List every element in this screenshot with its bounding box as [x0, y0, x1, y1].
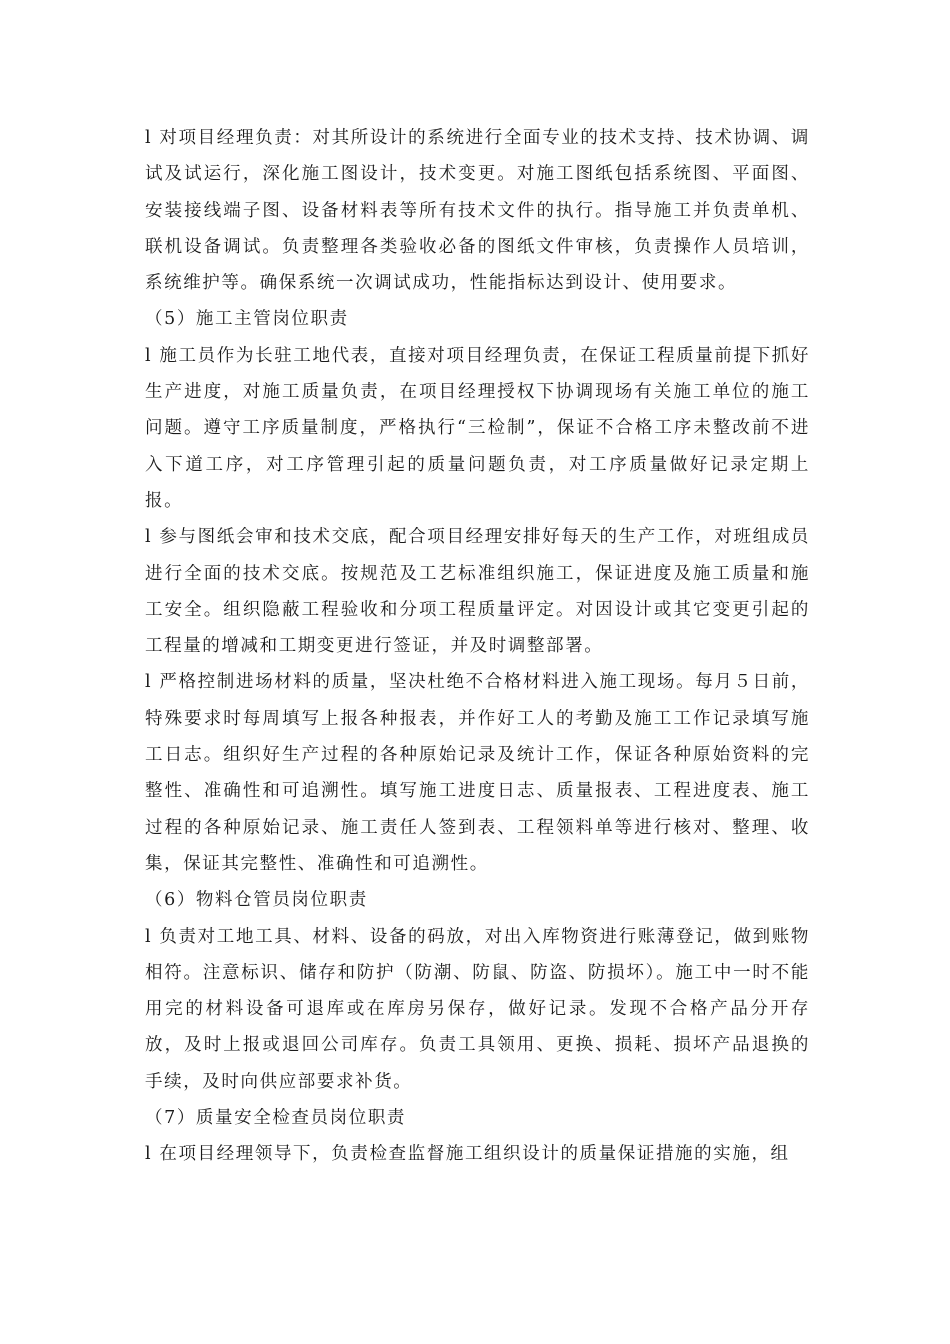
paragraph-design-engineer-duties: l 对项目经理负责：对其所设计的系统进行全面专业的技术支持、技术协调、调试及试运行，深化施工图设计，技术变更。对施工图纸包括系统图、平面图、安装接线端子图、设备材料表等所有技术文件的执行。指导施工并负责单机、联机设备调试。负责整理各类验收必备的图纸文件审核，负责操作人员培训，系统维护等。确保系统一次调试成功，性能指标达到设计、使用要求。: [145, 128, 810, 294]
paragraph-technical-briefing-duties: l 参与图纸会审和技术交底，配合项目经理安排好每天的生产工作，对班组成员进行全面的技术交底。按规范及工艺标准组织施工，保证进度及施工质量和施工安全。组织隐蔽工程验收和分项工程质量评定。对因设计或其它变更引起的工程量的增减和工期变更进行签证，并及时调整部署。: [145, 527, 810, 657]
section-heading-construction-supervisor: （5）施工主管岗位职责: [145, 309, 349, 330]
paragraph-quality-inspector-duties: l 在项目经理领导下，负责检查监督施工组织设计的质量保证措施的实施，组: [145, 1144, 790, 1165]
paragraph-warehouse-duties: l 负责对工地工具、材料、设备的码放，对出入库物资进行账薄登记，做到账物相符。注意标识、储存和防护（防潮、防鼠、防盗、防损坏）。施工中一时不能用完的材料设备可退库或在库房另保存，做好记录。发现不合格产品分开存放，及时上报或退回公司库存。负责工具领用、更换、损耗、损坏产品退换的手续，及时向供应部要求补货。: [145, 926, 810, 1092]
section-heading-quality-safety-inspector: （7）质量安全检查员岗位职责: [145, 1108, 407, 1129]
section-heading-warehouse-keeper: （6）物料仓管员岗位职责: [145, 890, 368, 911]
paragraph-material-quality-control: l 严格控制进场材料的质量，坚决杜绝不合格材料进入施工现场。每月５日前，特殊要求时每周填写上报各种报表，并作好工人的考勤及施工工作记录填写施工日志。组织好生产过程的各种原始记录及统计工作，保证各种原始资料的完整性、准确性和可追溯性。填写施工进度日志、质量报表、工程进度表、施工过程的各种原始记录、施工责任人签到表、工程领料单等进行核对、整理、收集，保证其完整性、准确性和可追溯性。: [145, 672, 810, 874]
paragraph-construction-staff-duties: l 施工员作为长驻工地代表，直接对项目经理负责，在保证工程质量前提下抓好生产进度，对施工质量负责，在项目经理授权下协调现场有关施工单位的施工问题。遵守工序质量制度，严格执行“三检制”，保证不合格工序未整改前不进入下道工序，对工序管理引起的质量问题负责，对工序质量做好记录定期上报。: [145, 345, 810, 511]
document-body: [145, 120, 810, 1173]
